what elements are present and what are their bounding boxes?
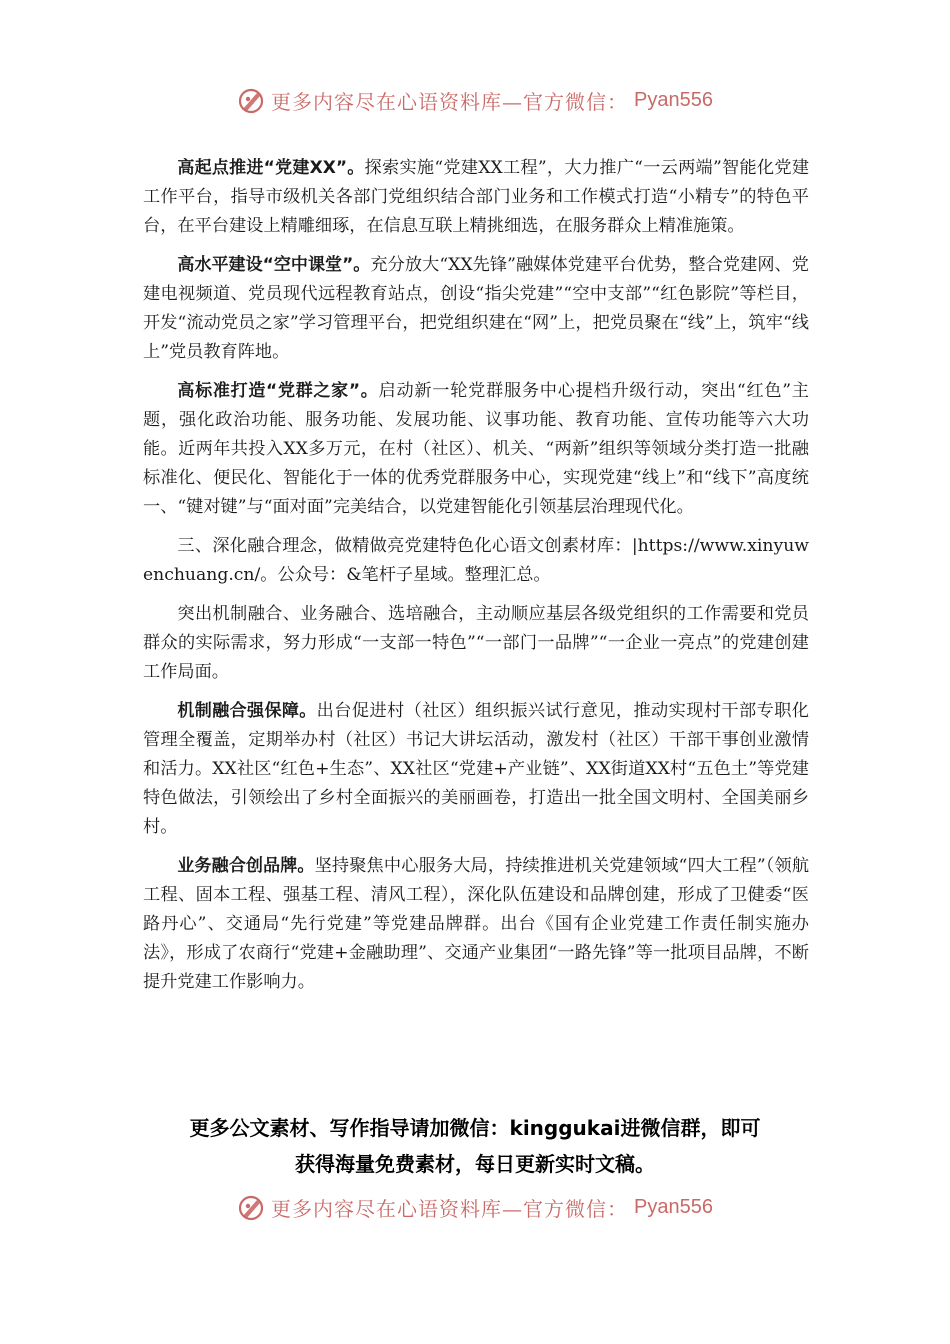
watermark-footer bbox=[0, 1193, 950, 1222]
paragraph-3 bbox=[143, 377, 809, 522]
paragraph-heading: 业务融合创品牌。 bbox=[177, 856, 315, 876]
watermark-text: 更多内容尽在心语资料库—官方微信： bbox=[271, 1197, 629, 1221]
watermark-text: 更多内容尽在心语资料库—官方微信： bbox=[271, 90, 629, 114]
paragraph-7 bbox=[143, 852, 809, 997]
paragraph-2 bbox=[143, 251, 809, 367]
watermark-header bbox=[0, 86, 950, 115]
paragraph-heading: 高标准打造“党群之家”。 bbox=[177, 381, 379, 401]
pen-circle-logo-icon bbox=[237, 1194, 265, 1222]
pen-circle-logo-icon bbox=[237, 87, 265, 115]
paragraph-5 bbox=[143, 600, 809, 687]
paragraph-text: 探索实施“党建XX工程”，大力推广“一云两端”智能化党建工作平台，指导市级机关各部门党组织结合部门业务和工作模式打造“小精专”的特色平台，在平台建设上精雕细琢，在信息互联上精挑细选，在服务群众上精准施策。 bbox=[143, 158, 810, 236]
section-heading-3 bbox=[143, 532, 809, 590]
footer-line-2: 获得海量免费素材，每日更新实时文稿。 bbox=[295, 1152, 655, 1176]
paragraph-text: 三、深化融合理念，做精做亮党建特色化心语文创素材库：|https://www.xinyuwenchuang.cn/。公众号：&笔杆子星域。整理汇总。 bbox=[143, 536, 809, 585]
paragraph-heading: 高起点推进“党建XX”。 bbox=[177, 158, 365, 178]
paragraph-text: 坚持聚焦中心服务大局，持续推进机关党建领域“四大工程”（领航工程、固本工程、强基工程、清风工程），深化队伍建设和品牌创建，形成了卫健委“医路丹心”、交通局“先行党建”等党建品牌群。出台《国有企业党建工作责任制实施办法》，形成了农商行“党建+金融助理”、交通产业集团“一路先锋”等一批项目品牌，不断提升党建工作影响力。 bbox=[143, 856, 810, 992]
document-body bbox=[143, 154, 809, 1007]
paragraph-text: 启动新一轮党群服务中心提档升级行动，突出“红色”主题，强化政治功能、服务功能、发展功能、议事功能、教育功能、宣传功能等六大功能。近两年共投入XX多万元，在村（社区）、机关、“两新”组织等领域分类打造一批融标准化、便民化、智能化于一体的优秀党群服务中心，实现党建“线上”和“线下”高度统一、“键对键”与“面对面”完美结合，以党建智能化引领基层治理现代化。 bbox=[143, 381, 809, 517]
paragraph-6 bbox=[143, 697, 809, 842]
paragraph-text: 出台促进村（社区）组织振兴试行意见，推动实现村干部专职化管理全覆盖，定期举办村（社区）书记大讲坛活动，激发村（社区）干部干事创业激情和活力。XX社区“红色+生态”、XX社区“党建+产业链”、XX街道XX村“五色土”等党建特色做法，引领绘出了乡村全面振兴的美丽画卷，打造出一批全国文明村、全国美丽乡村。 bbox=[143, 701, 809, 837]
paragraph-text: 突出机制融合、业务融合、选培融合，主动顺应基层各级党组织的工作需要和党员群众的实际需求，努力形成“一支部一特色”“一部门一品牌”“一企业一亮点”的党建创建工作局面。 bbox=[143, 604, 809, 682]
paragraph-1 bbox=[143, 154, 809, 241]
paragraph-heading: 高水平建设“空中课堂”。 bbox=[177, 255, 371, 275]
paragraph-text: 充分放大“XX先锋”融媒体党建平台优势，整合党建网、党建电视频道、党员现代远程教育站点，创设“指尖党建”“空中支部”“红色影院”等栏目，开发“流动党员之家”学习管理平台，把党组织建在“网”上，把党员聚在“线”上，筑牢“线上”党员教育阵地。 bbox=[143, 255, 809, 362]
watermark-wechat-id: Pyan556 bbox=[634, 1196, 713, 1218]
paragraph-heading: 机制融合强保障。 bbox=[177, 701, 317, 721]
watermark-wechat-id: Pyan556 bbox=[634, 89, 713, 111]
footer-line-1: 更多公文素材、写作指导请加微信：kinggukai进微信群，即可 bbox=[189, 1116, 761, 1140]
footer-notice bbox=[0, 1110, 950, 1182]
